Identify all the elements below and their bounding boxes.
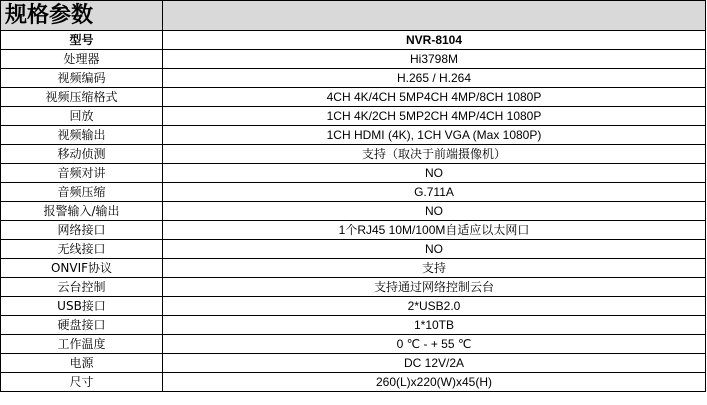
row-value: NO [163,164,706,183]
row-label: 处理器 [1,50,163,69]
title-row [1,1,706,31]
header-row [1,31,706,50]
row-value: 1CH HDMI (4K), 1CH VGA (Max 1080P) [163,126,706,145]
row-label: ONVIF协议 [1,259,163,278]
row-value: NO [163,240,706,259]
row-value: 4CH 4K/4CH 5MP4CH 4MP/8CH 1080P [163,88,706,107]
row-value: 1CH 4K/2CH 5MP2CH 4MP/4CH 1080P [163,107,706,126]
model-label: 型号 [1,31,163,50]
row-label: 音频压缩 [1,183,163,202]
row-label: 硬盘接口 [1,316,163,335]
row-value: DC 12V/2A [163,354,706,373]
row-label: USB接口 [1,297,163,316]
spec-table-body [1,1,706,392]
row-label: 电源 [1,354,163,373]
table-row [1,373,706,392]
sheet-title: 规格参数 [1,1,163,31]
row-label: 无线接口 [1,240,163,259]
row-label: 云台控制 [1,278,163,297]
row-value: 支持通过网络控制云台 [163,278,706,297]
row-label: 移动侦测 [1,145,163,164]
table-row [1,69,706,88]
row-value: H.265 / H.264 [163,69,706,88]
row-label: 视频输出 [1,126,163,145]
table-row [1,164,706,183]
table-row [1,221,706,240]
row-value: G.711A [163,183,706,202]
row-value: 支持（取决于前端摄像机） [163,145,706,164]
table-row [1,259,706,278]
table-row [1,202,706,221]
table-row [1,354,706,373]
table-row [1,126,706,145]
row-label: 视频编码 [1,69,163,88]
row-value: 0 ℃ - + 55 ℃ [163,335,706,354]
row-value: 260(L)x220(W)x45(H) [163,373,706,392]
model-value: NVR-8104 [163,31,706,50]
table-row [1,50,706,69]
row-value: 支持 [163,259,706,278]
row-label: 网络接口 [1,221,163,240]
row-label: 音频对讲 [1,164,163,183]
title-row-filler [163,1,706,31]
row-label: 视频压缩格式 [1,88,163,107]
row-label: 回放 [1,107,163,126]
table-row [1,183,706,202]
row-label: 工作温度 [1,335,163,354]
table-row [1,297,706,316]
row-label: 尺寸 [1,373,163,392]
table-row [1,278,706,297]
row-value: 1*10TB [163,316,706,335]
row-value: 1个RJ45 10M/100M自适应以太网口 [163,221,706,240]
row-value: Hi3798M [163,50,706,69]
table-row [1,145,706,164]
row-label: 报警输入/输出 [1,202,163,221]
table-row [1,107,706,126]
table-row [1,240,706,259]
table-row [1,335,706,354]
table-row [1,88,706,107]
row-value: 2*USB2.0 [163,297,706,316]
row-value: NO [163,202,706,221]
table-row [1,316,706,335]
